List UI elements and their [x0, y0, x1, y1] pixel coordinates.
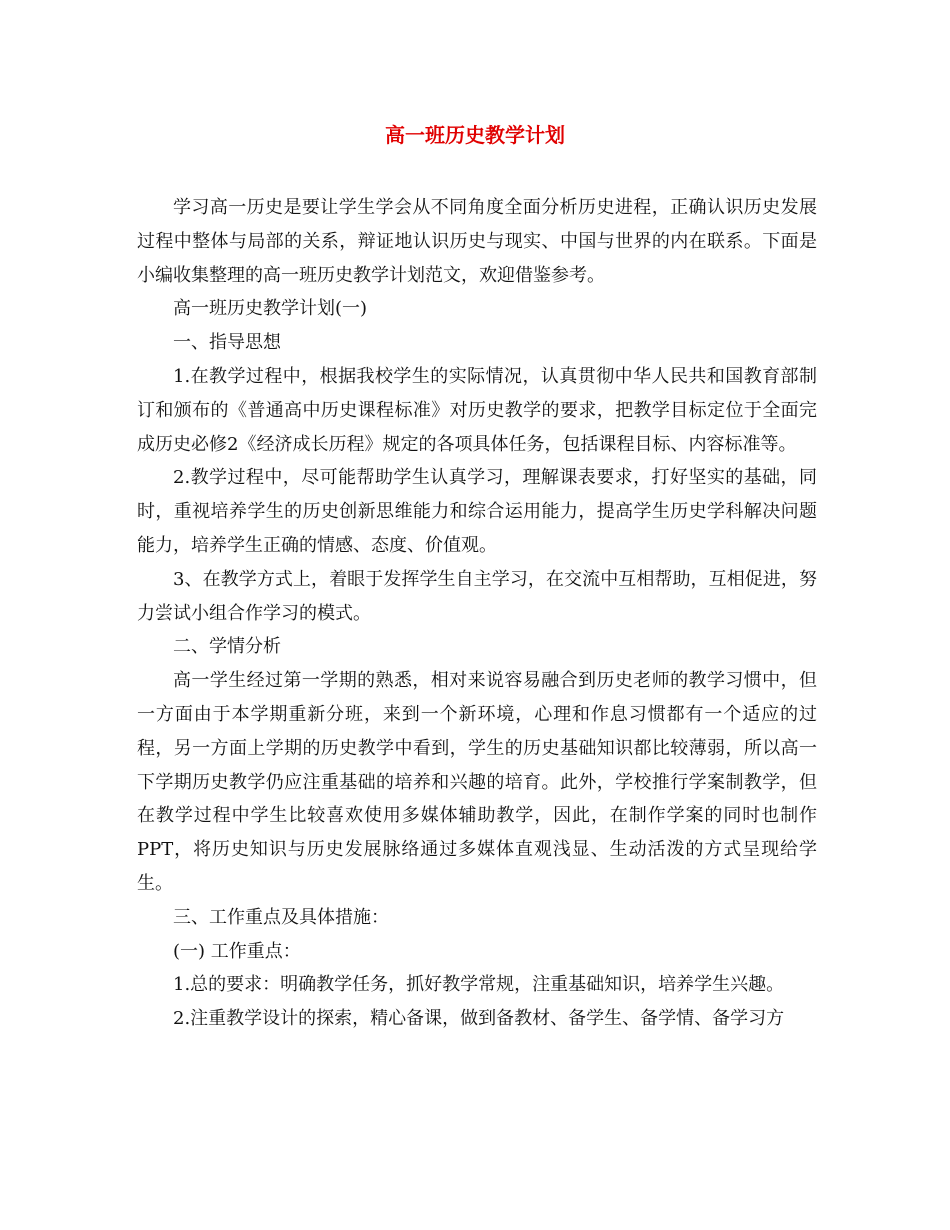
- section-heading-student-analysis: 二、学情分析: [173, 636, 281, 658]
- work-focus-point-2: 2.注重教学设计的探索，精心备课，做到备教材、备学生、备学情、备学习方: [173, 1008, 785, 1030]
- document-body: [137, 191, 817, 1036]
- intro-paragraph: 学习高一历史是要让学生学会从不同角度全面分析历史进程，正确认识历史发展过程中整体与局部的关系，辩证地认识历史与现实、中国与世界的内在联系。下面是小编收集整理的高一班历史教学计划范文，欢迎借鉴参考。: [137, 197, 817, 286]
- student-analysis-paragraph: 高一学生经过第一学期的熟悉，相对来说容易融合到历史老师的教学习惯中，但一方面由于本学期重新分班，来到一个新环境，心理和作息习惯都有一个适应的过程，另一方面上学期的历史教学中看到，学生的历史基础知识都比较薄弱，所以高一下学期历史教学仍应注重基础的培养和兴趣的培育。此外，学校推行学案制教学，但在教学过程中学生比较喜欢使用多媒体辅助教学，因此，在制作学案的同时也制作PPT，将历史知识与历史发展脉络通过多媒体直观浅显、生动活泼的方式呈现给学生。: [137, 670, 817, 894]
- document-title: 高一班历史教学计划: [385, 123, 565, 147]
- plan-subtitle: 高一班历史教学计划(一): [173, 298, 368, 320]
- subsection-heading-work-focus: (一) 工作重点：: [173, 940, 301, 962]
- section-heading-work-focus: 三、工作重点及具体措施：: [173, 906, 389, 928]
- guiding-point-1: 1.在教学过程中，根据我校学生的实际情况，认真贯彻中华人民共和国教育部制订和颁布的《普通高中历史课程标准》对历史教学的要求，把教学目标定位于全面完成历史必修2《经济成长历程》规定的各项具体任务，包括课程目标、内容标准等。: [137, 365, 817, 455]
- section-heading-guiding-ideology: 一、指导思想: [173, 332, 281, 354]
- guiding-point-2: 2.教学过程中，尽可能帮助学生认真学习，理解课表要求，打好坚实的基础，同时，重视培养学生的历史创新思维能力和综合运用能力，提高学生历史学科解决问题能力，培养学生正确的情感、态度、价值观。: [137, 467, 817, 556]
- work-focus-point-1: 1.总的要求：明确教学任务，抓好教学常规，注重基础知识，培养学生兴趣。: [173, 974, 785, 996]
- guiding-point-3: 3、在教学方式上，着眼于发挥学生自主学习，在交流中互相帮助，互相促进，努力尝试小组合作学习的模式。: [137, 568, 817, 624]
